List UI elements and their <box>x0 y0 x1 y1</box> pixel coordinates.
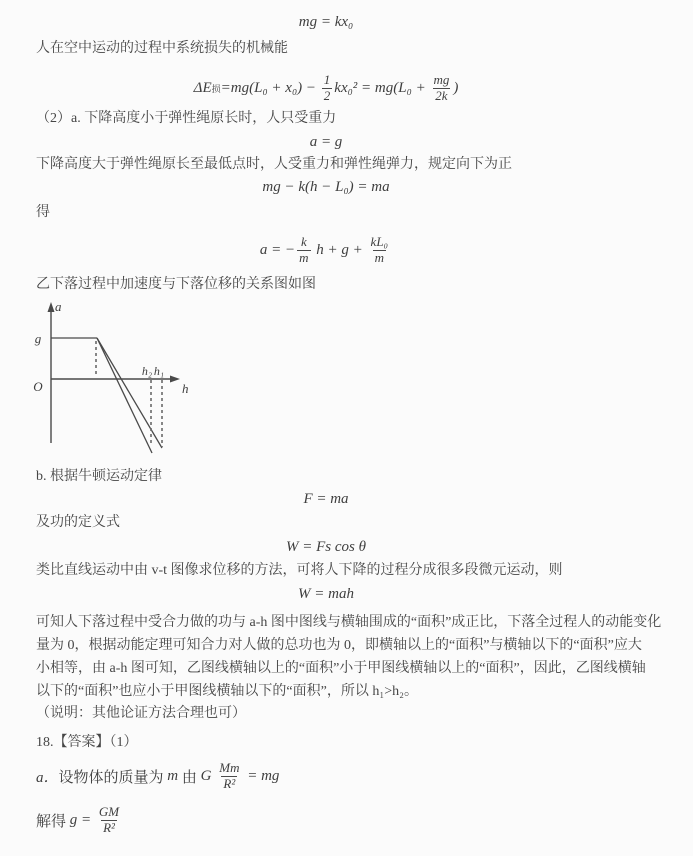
formula-gravitation <box>36 757 279 795</box>
formula-g-result <box>36 800 123 840</box>
formula-cn-solve: 解得 <box>36 813 70 830</box>
formula-seg3: ) <box>453 79 459 96</box>
formula-work <box>0 539 652 556</box>
fraction-one-half: $\frac{1}{2}$ <box>323 71 331 103</box>
fraction-k-m: $\frac{k}{m}$ <box>299 233 309 265</box>
argument-line: 以下的“面积”也应小于甲图线横轴以下的“面积”，所以 h₁>h₂。 <box>36 684 419 699</box>
h2-tick-label: h₂ <box>141 364 153 378</box>
paragraph-analogy: 类比直线运动中由 v-t 图像求位移的方法，可将人下降的过程分成很多段微元运动，则 <box>36 563 563 578</box>
mass-symbol: m <box>167 767 179 784</box>
paragraph-obtain: 得 <box>36 205 50 220</box>
fraction-Mm-R2: $\frac{Mm}{\text{R²}}$ <box>219 759 240 791</box>
item-a-label: a． <box>36 769 59 786</box>
y-axis-arrow-icon <box>48 302 55 312</box>
formula-delta-e <box>0 70 652 106</box>
formula-cn-text: 设物体的质量为 <box>58 769 168 786</box>
formula-seg2: h + g + <box>312 241 367 258</box>
argument-line: 小相等，由 a-h 图可知，乙图线横轴以上的“面积”小于甲图线横轴以上的“面积”，因此，乙图线横轴 <box>36 661 646 676</box>
formula-text: mg − k(h − L₀) = ma <box>262 179 390 195</box>
argument-line: 可知人下落过程中受合力做的功与 a-h 图中图线与横轴围成的“面积”成正比，下落全过程人的动能变化 <box>36 615 662 630</box>
formula-text: F = ma <box>303 491 349 507</box>
formula-text: W = Fs cos θ <box>286 539 366 555</box>
formula-seg2: kx₀² = mg(L₀ + <box>334 79 430 96</box>
paragraph-area-argument <box>36 611 660 703</box>
line-jia <box>97 338 165 448</box>
formula-lhs-subscript: 损 <box>211 83 221 94</box>
paragraph-newton-law: b. 根据牛顿运动定律 <box>36 469 162 484</box>
formula-seg1: a = − <box>259 241 296 258</box>
y-axis-label: a <box>55 299 62 314</box>
formula-mg-kx0 <box>0 14 652 31</box>
origin-label: O <box>33 379 43 394</box>
g-tick-label: g <box>34 331 42 346</box>
formula-cn-you: 由 <box>178 769 201 786</box>
paragraph-note: （说明：其他论证方法合理也可） <box>36 706 246 721</box>
argument-line: 量为 0，根据动能定理可知合力对人做的总功也为 0，即横轴以上的“面积”与横轴以下的“面积”应大 <box>36 638 642 653</box>
formula-text: a = g <box>309 134 343 150</box>
question-18-answer-heading: 18.【答案】（1） <box>36 735 138 750</box>
fraction-mg-2k: $\frac{mg}{2k}$ <box>433 71 450 103</box>
formula-equals-mg: = mg <box>243 767 280 784</box>
paragraph-below-lowest-point: 下降高度大于弹性绳原长至最低点时，人受重力和弹性绳弹力，规定向下为正 <box>36 157 512 172</box>
paragraph-energy-loss-intro: 人在空中运动的过程中系统损失的机械能 <box>36 41 288 56</box>
x-axis-label: h <box>182 381 189 396</box>
fraction-GM-R2: $\frac{GM}{\text{R²}}$ <box>98 803 120 835</box>
formula-seg1: =mg(L₀ + x₀) − <box>220 79 320 96</box>
a-h-graph <box>28 298 218 468</box>
x-axis-arrow-icon <box>170 376 180 383</box>
formula-acceleration <box>0 231 652 269</box>
paragraph-work-definition: 及功的定义式 <box>36 515 120 530</box>
line-yi <box>97 338 152 453</box>
g-constant-symbol: G <box>200 767 216 784</box>
formula-w-mah <box>0 586 652 603</box>
formula-text: mg = kx₀ <box>298 14 354 30</box>
paragraph-graph-intro: 乙下落过程中加速度与下落位移的关系图如图 <box>36 277 316 292</box>
fraction-kL0-m: $\frac{\text{kL₀}}{m}$ <box>370 233 389 265</box>
formula-newton-spring <box>0 179 652 196</box>
formula-a-equals-g <box>0 134 652 151</box>
paragraph-case-2a: （2）a. 下降高度小于弹性绳原长时，人只受重力 <box>36 111 337 126</box>
h1-tick-label: h₁ <box>153 364 165 378</box>
formula-text: W = mah <box>298 586 354 602</box>
formula-lhs: ΔE <box>193 79 212 96</box>
g-symbol: g = <box>69 811 95 828</box>
formula-f-ma <box>0 491 652 508</box>
